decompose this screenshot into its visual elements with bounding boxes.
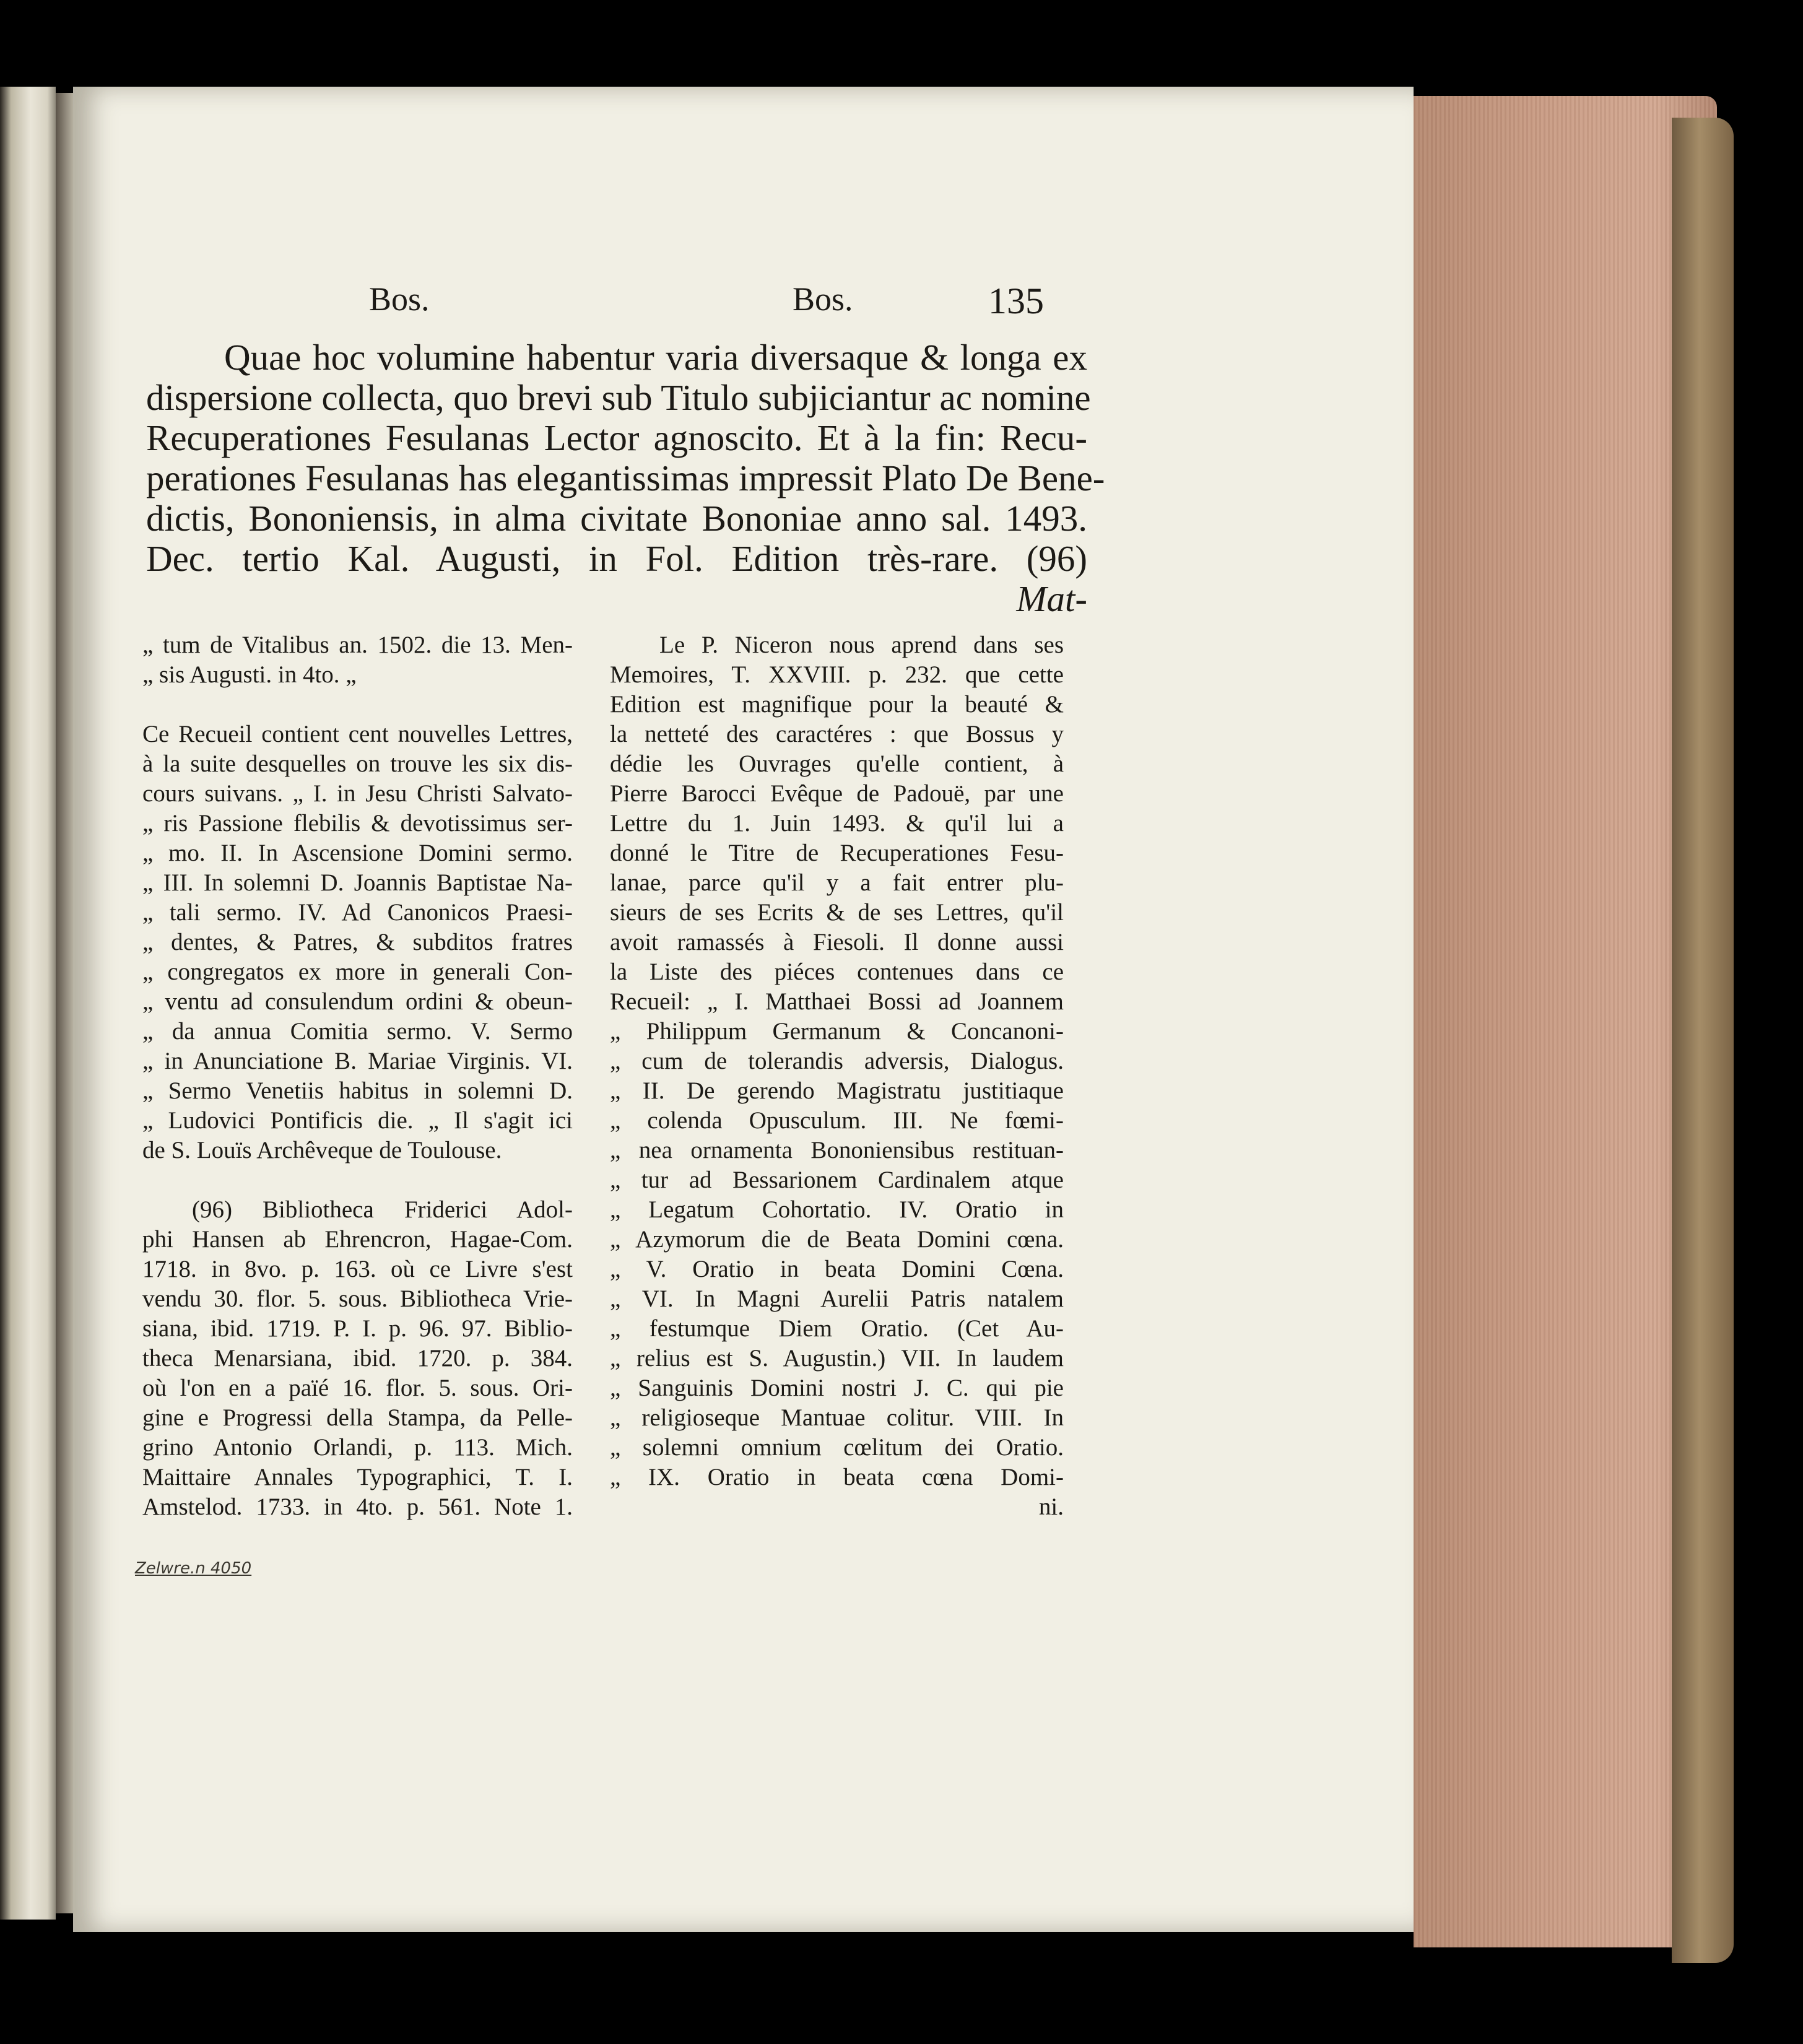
text-line: theca Menarsiana, ibid. 1720. p. 384. <box>142 1345 573 1372</box>
text-line: la netteté des caractéres : que Bossus y <box>610 721 1064 747</box>
text-line: perationes Fesulanas has elegantissimas impressit Plato De Bene- <box>146 458 1105 498</box>
text-line: siana, ibid. 1719. P. I. p. 96. 97. Biblio- <box>142 1315 573 1342</box>
text-line: dispersione collecta, quo brevi sub Titulo subjiciantur ac nomine <box>146 377 1091 418</box>
text-line: à la suite desquelles on trouve les six dis- <box>142 750 573 777</box>
text-line: „ Ludovici Pontificis die. „ Il s'agit ici <box>142 1107 573 1134</box>
text-line: phi Hansen ab Ehrencron, Hagae-Com. <box>142 1226 573 1253</box>
text-line: Memoires, T. XXVIII. p. 232. que cette <box>610 661 1064 688</box>
text-line: „ ventu ad consulendum ordini & obeun- <box>142 988 573 1015</box>
text-line: „ IX. Oratio in beata cœna Domi- <box>610 1464 1064 1490</box>
text-line: „ V. Oratio in beata Domini Cœna. <box>610 1256 1064 1282</box>
text-line: vendu 30. flor. 5. sous. Bibliotheca Vrie- <box>142 1285 573 1312</box>
text-line: de S. Louïs Archêveque de Toulouse. <box>142 1137 502 1163</box>
text-line: „ festumque Diem Oratio. (Cet Au- <box>610 1315 1064 1342</box>
handwritten-note-text: Zelwre.n 4050 <box>135 1559 252 1578</box>
text-line: Amstelod. 1733. in 4to. p. 561. Note 1. <box>142 1494 573 1520</box>
text-line: „ colenda Opusculum. III. Ne fœmi- <box>610 1107 1064 1134</box>
text-line: Maittaire Annales Typographici, T. I. <box>142 1464 573 1490</box>
text-line: dédie les Ouvrages qu'elle contient, à <box>610 750 1064 777</box>
text-line: Le P. Niceron nous aprend dans ses <box>659 632 1064 658</box>
text-line: donné le Titre de Recuperationes Fesu- <box>610 840 1064 866</box>
text-line: „ Legatum Cohortatio. IV. Oratio in <box>610 1196 1064 1223</box>
book-cover-edge <box>1672 118 1734 1963</box>
text-line: „ II. De gerendo Magistratu justitiaque <box>610 1077 1064 1104</box>
handwritten-note <box>135 1559 251 1578</box>
text-line: Quae hoc volumine habentur varia diversaque & longa ex <box>224 337 1087 378</box>
text-line: „ relius est S. Augustin.) VII. In laudem <box>610 1345 1064 1372</box>
running-head-center: Bos. <box>793 281 853 318</box>
text-line: sieurs de ses Ecrits & de ses Lettres, qu'il <box>610 899 1064 926</box>
text-line: „ tur ad Bessarionem Cardinalem atque <box>610 1167 1064 1193</box>
text-line: „ congregatos ex more in generali Con- <box>142 959 573 985</box>
text-line: où l'on en a païé 16. flor. 5. sous. Ori- <box>142 1375 573 1401</box>
text-line: „ VI. In Magni Aurelii Patris natalem <box>610 1285 1064 1312</box>
catchword: Mat- <box>1016 578 1087 619</box>
right-column <box>610 630 1064 1522</box>
text-line: cours suivans. „ I. in Jesu Christi Salvato- <box>142 780 573 807</box>
text-line: „ nea ornamenta Bononiensibus restituan- <box>610 1137 1064 1163</box>
text-line: „ dentes, & Patres, & subditos fratres <box>142 929 573 955</box>
text-line: Edition est magnifique pour la beauté & <box>610 691 1064 718</box>
text-line: lanae, parce qu'il y a fait entrer plu- <box>610 869 1064 896</box>
text-line: 1718. in 8vo. p. 163. où ce Livre s'est <box>142 1256 573 1282</box>
text-line: Recuperationes Fesulanas Lector agnoscito. Et à la fin: Recu- <box>146 417 1087 458</box>
facing-page-edge <box>0 87 56 1920</box>
text-line: „ in Anunciatione B. Mariae Virginis. VI. <box>142 1048 573 1074</box>
text-line: „ Sanguinis Domini nostri J. C. qui pie <box>610 1375 1064 1401</box>
text-line: „ mo. II. In Ascensione Domini sermo. <box>142 840 573 866</box>
page-number: 135 <box>988 281 1044 321</box>
text-line: avoit ramassés à Fiesoli. Il donne aussi <box>610 929 1064 955</box>
text-line: „ religioseque Mantuae colitur. VIII. In <box>610 1404 1064 1431</box>
text-line: „ da annua Comitia sermo. V. Sermo <box>142 1018 573 1045</box>
text-line: „ cum de tolerandis adversis, Dialogus. <box>610 1048 1064 1074</box>
text-line: „ Philippum Germanum & Concanoni- <box>610 1018 1064 1045</box>
text-line: dictis, Bononiensis, in alma civitate Bononiae anno sal. 1493. <box>146 498 1087 539</box>
text-line: „ Azymorum die de Beata Domini cœna. <box>610 1226 1064 1253</box>
running-head-left: Bos. <box>369 281 430 318</box>
text-line: grino Antonio Orlandi, p. 113. Mich. <box>142 1434 573 1461</box>
text-line: (96) Bibliotheca Friderici Adol- <box>192 1196 573 1223</box>
text-line: gine e Progressi della Stampa, da Pelle- <box>142 1404 573 1431</box>
text-line: „ ris Passione flebilis & devotissimus ser- <box>142 810 573 837</box>
text-line: Ce Recueil contient cent nouvelles Lettres, <box>142 721 573 747</box>
text-line: Recueil: „ I. Matthaei Bossi ad Joannem <box>610 988 1064 1015</box>
text-line: „ sis Augusti. in 4to. „ <box>142 661 357 688</box>
text-line: „ solemni omnium cœlitum dei Oratio. <box>610 1434 1064 1461</box>
text-line: „ tali sermo. IV. Ad Canonicos Praesi- <box>142 899 573 926</box>
left-column <box>142 630 573 1522</box>
text-line: la Liste des piéces contenues dans ce <box>610 959 1064 985</box>
text-line: Lettre du 1. Juin 1493. & qu'il lui a <box>610 810 1064 837</box>
text-line: Pierre Barocci Evêque de Padouë, par une <box>610 780 1064 807</box>
text-line: „ tum de Vitalibus an. 1502. die 13. Men- <box>142 632 573 658</box>
text-line: Dec. tertio Kal. Augusti, in Fol. Edition très-rare. (96) <box>146 538 1087 579</box>
text-line: „ Sermo Venetiis habitus in solemni D. <box>142 1077 573 1104</box>
text-line: „ III. In solemni D. Joannis Baptistae Na- <box>142 869 573 896</box>
main-paragraph <box>146 337 1105 619</box>
catchword: ni. <box>1038 1494 1064 1520</box>
